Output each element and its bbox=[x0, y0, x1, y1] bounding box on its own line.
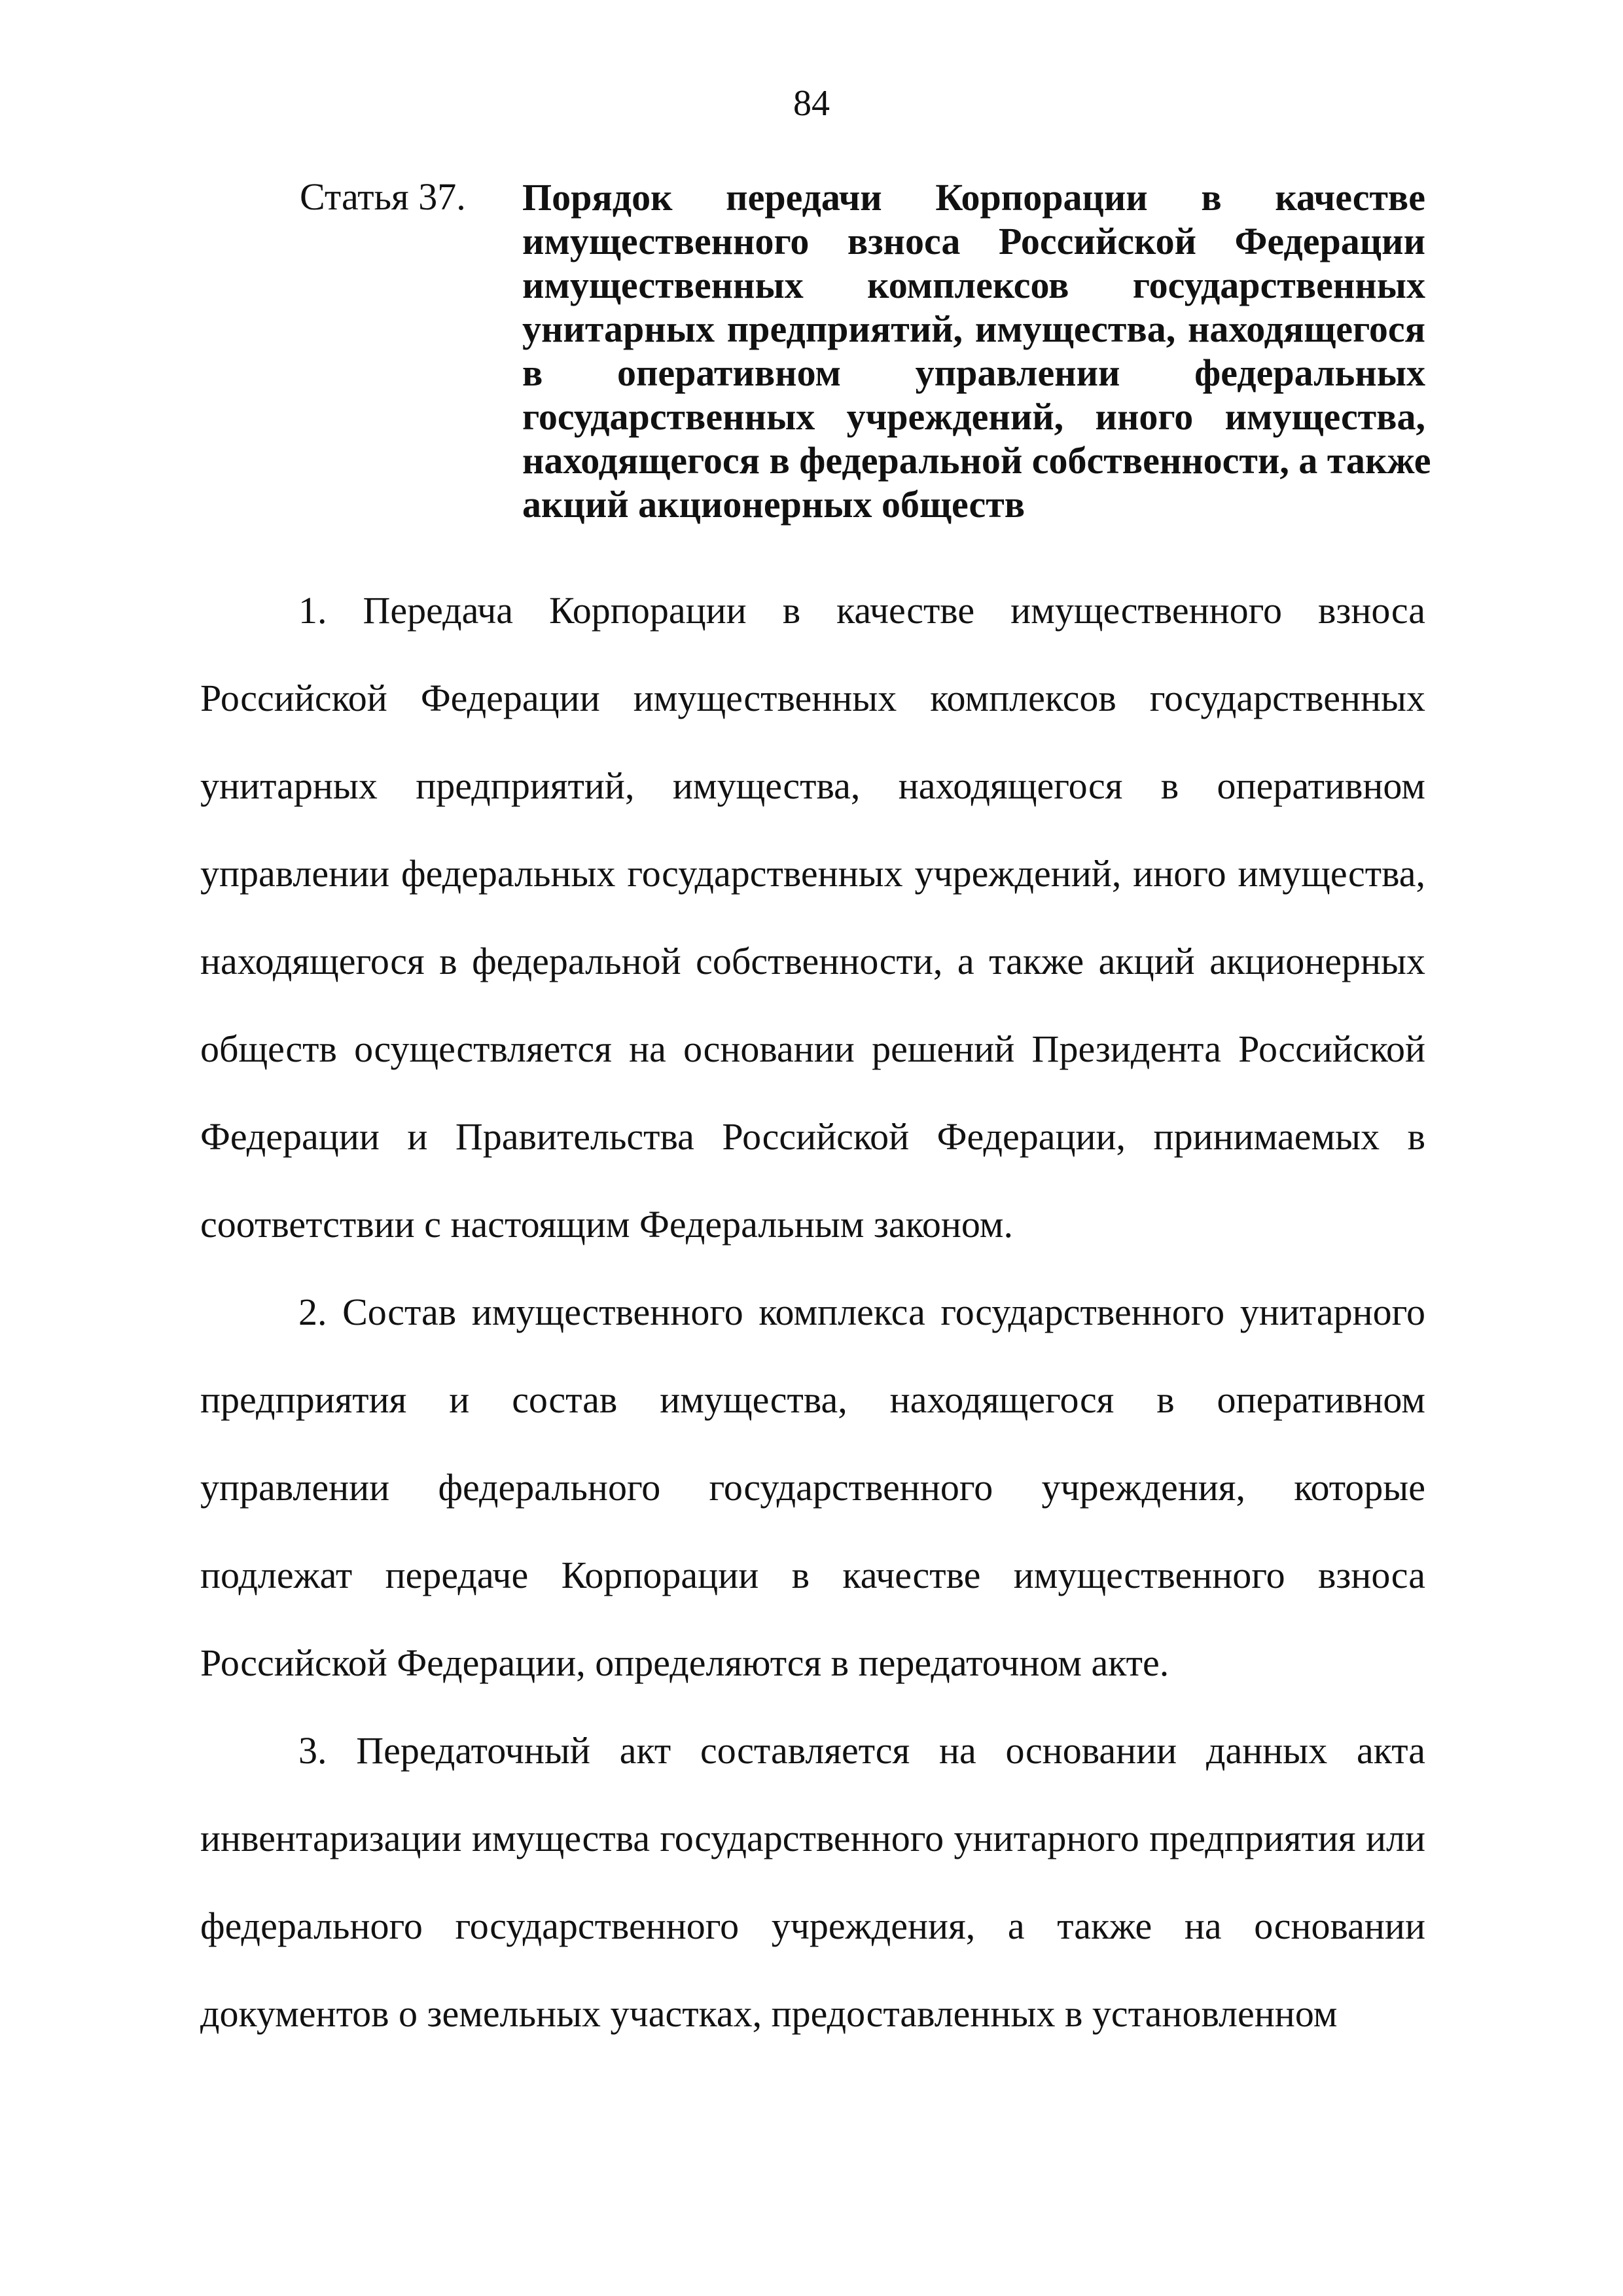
paragraph-number: 2. bbox=[298, 1291, 327, 1333]
article-title-line: имущественного взноса Российской Федерации bbox=[522, 220, 1425, 262]
paragraph-text: Состав имущественного комплекса государственного унитарного предприятия и состав имущества, находящегося в оперативном управлении федерального государственного учреждения, которые подлежат передаче Корпорации в качестве имущественного взноса Российской Федерации, определяются в передаточном акте. bbox=[200, 1291, 1425, 1684]
article-title-line: находящегося в федеральной собственности, а также bbox=[522, 439, 1431, 482]
paragraph-1 bbox=[200, 567, 1425, 1268]
article-title-line: государственных учреждений, иного имущества, bbox=[522, 395, 1425, 438]
article-title-line: Порядок передачи Корпорации в качестве bbox=[522, 176, 1425, 219]
article-label: Статья 37. bbox=[300, 175, 466, 218]
article-title-line: акций акционерных обществ bbox=[522, 483, 1026, 526]
article-title-line: в оперативном управлении федеральных bbox=[522, 351, 1425, 394]
page-number: 84 bbox=[793, 83, 830, 124]
paragraph-2 bbox=[200, 1268, 1425, 1707]
paragraph-text: Передача Корпорации в качестве имущественного взноса Российской Федерации имущественных комплексов государственных унитарных предприятий, имущества, находящегося в оперативном управлении федеральных государственных учреждений, иного имущества, находящегося в федеральной собственности, а также акций акционерных обществ осуществляется на основании решений Президента Российской Федерации и Правительства Российской Федерации, принимаемых в соответствии с настоящим Федеральным законом. bbox=[200, 589, 1426, 1246]
paragraph-number: 3. bbox=[298, 1729, 327, 1772]
paragraph-text: Передаточный акт составляется на основании данных акта инвентаризации имущества государственного унитарного предприятия или федерального государственного учреждения, а также на основании документов о земельных участках, предоставленных в установленном bbox=[200, 1729, 1425, 2035]
article-title bbox=[522, 175, 1431, 526]
article-body bbox=[200, 567, 1425, 2058]
article-title-line: унитарных предприятий, имущества, находящегося bbox=[522, 308, 1425, 350]
paragraph-number: 1. bbox=[298, 589, 327, 632]
article-title-line: имущественных комплексов государственных bbox=[522, 264, 1425, 306]
paragraph-3 bbox=[200, 1707, 1425, 2058]
